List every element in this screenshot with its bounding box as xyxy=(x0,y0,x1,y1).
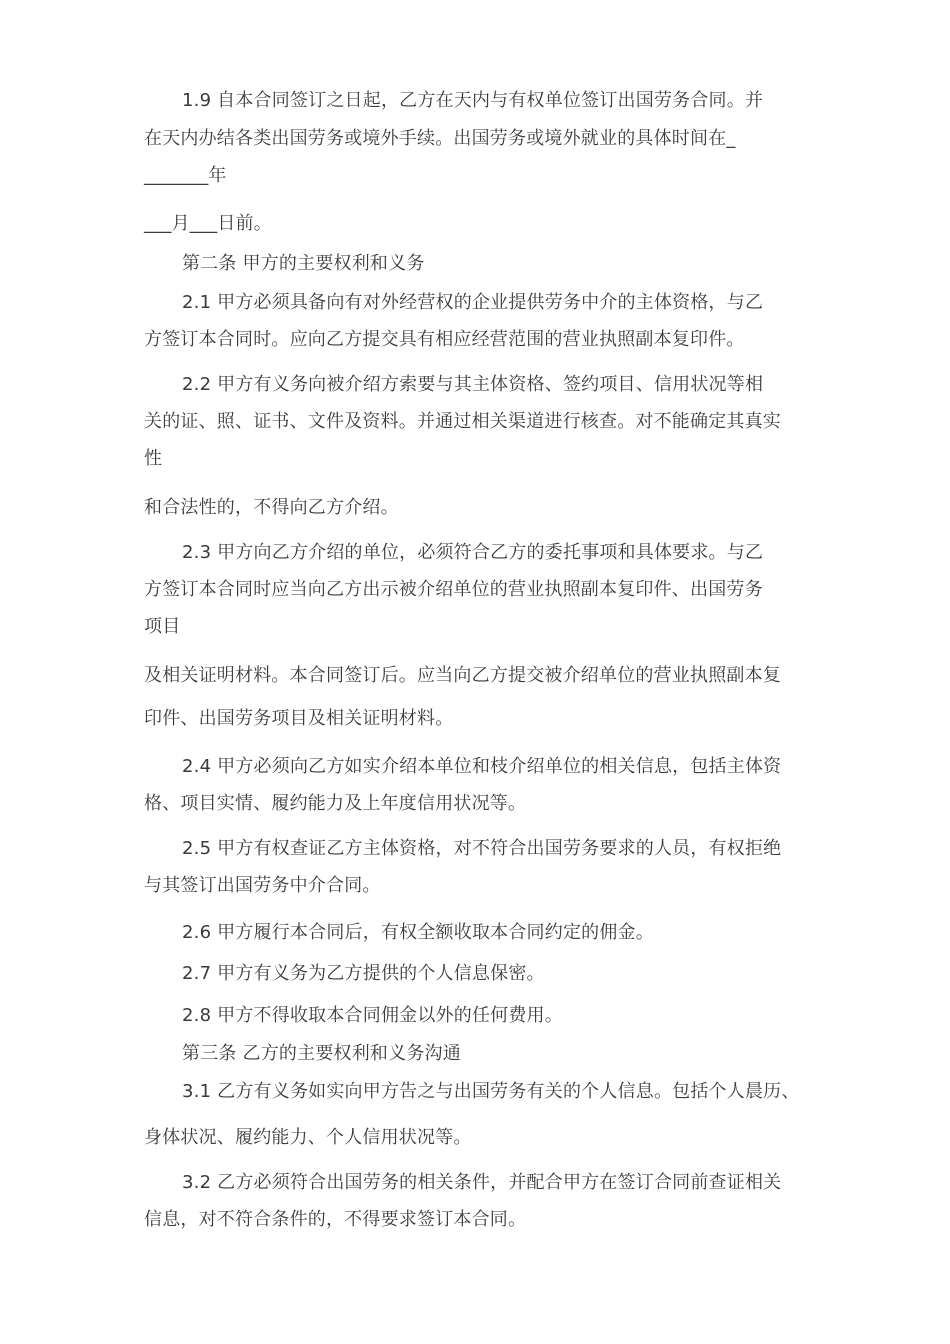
section-heading: 第三条 乙方的主要权利和义务沟通 xyxy=(182,1043,461,1064)
text-line: 身体状况、履约能力、个人信用状况等。 xyxy=(144,1127,472,1148)
text-line: 2.5 甲方有权查证乙方主体资格，对不符合出国劳务要求的人员，有权拒绝 xyxy=(182,838,782,859)
text-line: 和合法性的，不得向乙方介绍。 xyxy=(144,497,399,518)
text-line: _______年 xyxy=(144,165,227,186)
text-line: 方签订本合同时应当向乙方出示被介绍单位的营业执照副本复印件、出国劳务 xyxy=(144,579,763,600)
text-line: 3.1 乙方有义务如实向甲方告之与出国劳务有关的个人信息。包括个人晨历、 xyxy=(182,1081,800,1102)
text-line: 3.2 乙方必须符合出国劳务的相关条件，并配合甲方在签订合同前查证相关 xyxy=(182,1172,782,1193)
text-line: 2.3 甲方向乙方介绍的单位，必须符合乙方的委托事项和具体要求。与乙 xyxy=(182,542,764,563)
text-line: 2.1 甲方必须具备向有对外经营权的企业提供劳务中介的主体资格，与乙 xyxy=(182,292,764,313)
text-line: 关的证、照、证书、文件及资料。并通过相关渠道进行核查。对不能确定其真实 xyxy=(144,411,781,432)
text-line: 性 xyxy=(144,448,163,469)
text-line: 2.6 甲方履行本合同后，有权全额收取本合同约定的佣金。 xyxy=(182,922,654,943)
text-line: 及相关证明材料。本合同签订后。应当向乙方提交被介绍单位的营业执照副本复 xyxy=(144,665,781,686)
text-line: 印件、出国劳务项目及相关证明材料。 xyxy=(144,708,454,729)
text-line: 2.7 甲方有义务为乙方提供的个人信息保密。 xyxy=(182,963,545,984)
text-line: 在天内办结各类出国劳务或境外手续。出国劳务或境外就业的具体时间在_ xyxy=(144,128,736,149)
text-line: 2.2 甲方有义务向被介绍方索要与其主体资格、签约项目、信用状况等相 xyxy=(182,374,764,395)
text-line: 1.9 自本合同签订之日起，乙方在天内与有权单位签订出国劳务合同。并 xyxy=(182,90,764,111)
text-line: ___月___日前。 xyxy=(144,213,272,234)
text-line: 与其签订出国劳务中介合同。 xyxy=(144,875,381,896)
text-line: 信息，对不符合条件的，不得要求签订本合同。 xyxy=(144,1209,527,1230)
text-line: 2.8 甲方不得收取本合同佣金以外的任何费用。 xyxy=(182,1005,563,1026)
text-line: 格、项目实情、履约能力及上年度信用状况等。 xyxy=(144,793,527,814)
text-line: 项目 xyxy=(144,616,181,637)
text-line: 方签订本合同时。应向乙方提交具有相应经营范围的营业执照副本复印件。 xyxy=(144,329,745,350)
section-heading: 第二条 甲方的主要权利和义务 xyxy=(182,253,425,274)
text-line: 2.4 甲方必须向乙方如实介绍本单位和枝介绍单位的相关信息，包括主体资 xyxy=(182,756,782,777)
